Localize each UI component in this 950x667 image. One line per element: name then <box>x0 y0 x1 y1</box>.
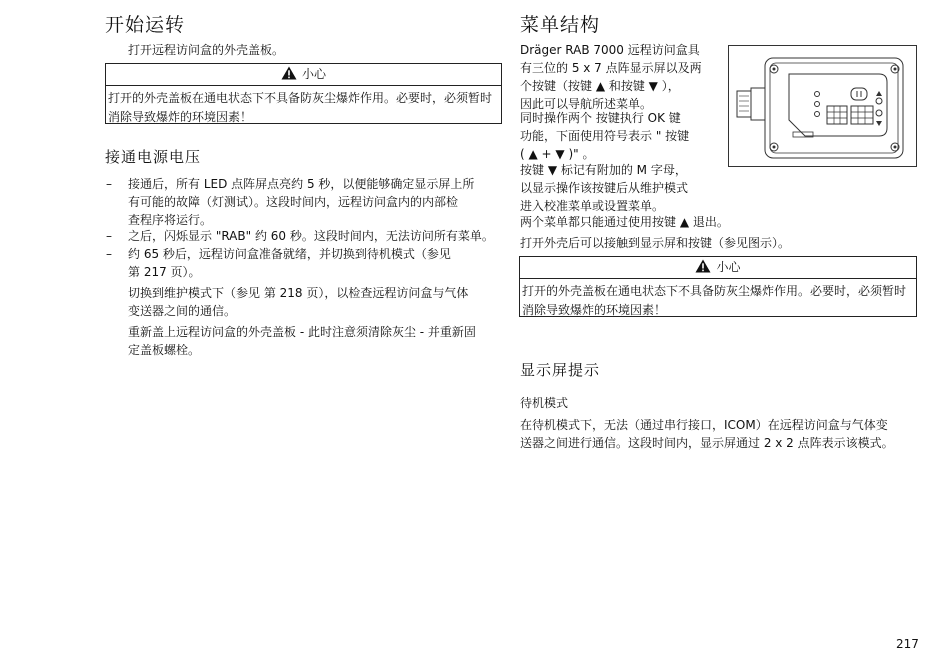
caution-text: 打开的外壳盖板在通电状态下不具备防灰尘爆炸作用。必要时，必须暂时消除导致爆炸的环境因素！ <box>108 91 493 124</box>
device-illustration <box>728 45 917 167</box>
list-item <box>106 175 503 229</box>
caution-header <box>106 64 501 86</box>
power-supply-heading: 接通电源电压 <box>105 148 202 166</box>
text-line: 功能，下面使用符号表示 " 按键 <box>520 129 690 143</box>
text-line: 因此可以导航所述菜单。 <box>520 97 653 111</box>
warning-icon <box>281 66 297 80</box>
text-line: 在待机模式下，无法（通过串行接口，ICOM）在远程访问盒与气体变 <box>520 418 888 432</box>
remote-access-box-drawing <box>729 46 916 166</box>
intro-text: 打开远程访问盒的外壳盖板。 <box>128 43 285 57</box>
section-title-menu-structure: 菜单结构 <box>520 14 601 36</box>
section-title-start-operation: 开始运转 <box>105 14 186 36</box>
list-dash: – <box>106 177 112 191</box>
menu-paragraph-3 <box>520 161 725 215</box>
warning-icon <box>695 259 711 273</box>
list-item <box>106 227 503 245</box>
list-line: 查程序将运行。 <box>128 213 213 227</box>
caution-text: 打开的外壳盖板在通电状态下不具备防灰尘爆炸作用。必要时，必须暂时消除导致爆炸的环境因素！ <box>522 284 907 317</box>
menu-paragraph-5: 打开外壳后可以接触到显示屏和按键（参见图示）。 <box>520 236 791 250</box>
caution-box-left <box>105 63 502 124</box>
list-item <box>106 245 503 359</box>
caution-label: 小心 <box>301 67 326 81</box>
list-line: 变送器之间的通信。 <box>128 304 237 318</box>
page-number: 217 <box>896 637 919 651</box>
text-line: 按键 ▼ 标记有附加的 M 字母， <box>520 163 687 177</box>
list-line: 定盖板螺栓。 <box>128 343 201 357</box>
menu-paragraph-2 <box>520 109 725 163</box>
text-line: 送器之间进行通信。这段时间内，显示屏通过 2 x 2 点阵表示该模式。 <box>520 436 894 450</box>
menu-paragraph-4: 两个菜单都只能通过使用按键 ▲ 退出。 <box>520 215 729 229</box>
menu-paragraph-1 <box>520 41 725 113</box>
list-line: 切换到维护模式下（参见 第 218 页），以检查远程访问盒与气体 <box>128 286 469 300</box>
caution-box-right <box>519 256 917 317</box>
standby-heading: 待机模式 <box>520 396 569 410</box>
text-line: 有三位的 5 x 7 点阵显示屏以及两 <box>520 61 702 75</box>
list-dash: – <box>106 229 112 243</box>
text-line: 以显示操作该按键后从维护模式 <box>520 181 689 195</box>
caution-label: 小心 <box>716 260 741 274</box>
text-line: 同时操作两个 按键执行 OK 键 <box>520 111 681 125</box>
list-line: 约 65 秒后，远程访问盒准备就绪，并切换到待机模式（参见 <box>128 247 451 261</box>
standby-text <box>520 416 920 452</box>
list-dash: – <box>106 247 112 261</box>
list-line: 有可能的故障（灯测试）。这段时间内，远程访问盒内的内部检 <box>128 195 459 209</box>
text-line: 进入校准菜单或设置菜单。 <box>520 199 665 213</box>
caution-header <box>520 257 916 279</box>
text-line: Dräger RAB 7000 远程访问盒具 <box>520 43 700 57</box>
list-line: 重新盖上远程访问盒的外壳盖板 - 此时注意须清除灰尘 - 并重新固 <box>128 325 476 339</box>
list-line: 第 217 页）。 <box>128 265 201 279</box>
list-line: 接通后，所有 LED 点阵屏点亮约 5 秒，以便能够确定显示屏上所 <box>128 177 475 191</box>
text-line: 个按键（按键 ▲ 和按键 ▼ ）， <box>520 79 680 93</box>
list-line: 之后，闪烁显示 "RAB" 约 60 秒。这段时间内，无法访问所有菜单。 <box>128 229 494 243</box>
display-hints-heading: 显示屏提示 <box>520 361 601 379</box>
text-line: ( ▲ + ▼ )" 。 <box>520 147 595 161</box>
